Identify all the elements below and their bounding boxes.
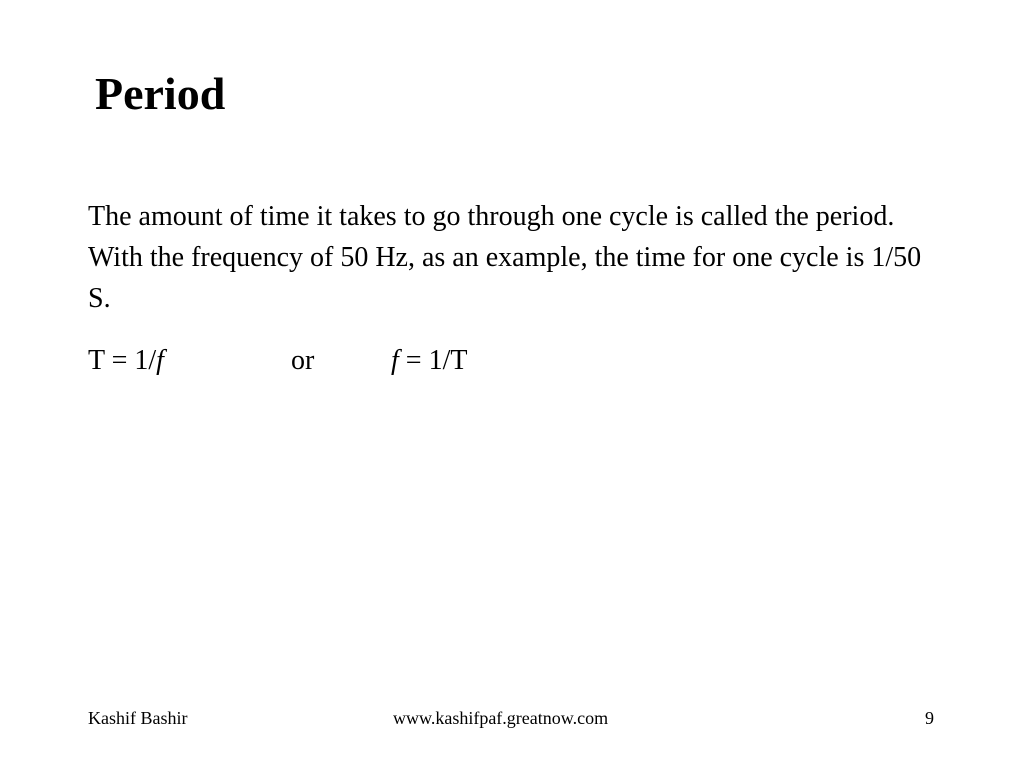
- formula-period: [88, 340, 164, 381]
- formula-connector: or: [291, 345, 315, 376]
- formula-period-prefix: T = 1/: [88, 345, 157, 376]
- formula-period-variable: f: [156, 345, 164, 376]
- formula-frequency-variable: f: [391, 345, 399, 376]
- body-paragraph: The amount of time it takes to go through one cycle is called the period. With the frequency of 50 Hz, as an example, the time for one cycle is 1/50 S.: [88, 201, 922, 314]
- slide-title: Period: [95, 68, 226, 119]
- footer-website: www.kashifpaf.greatnow.com: [393, 708, 609, 728]
- footer-author: Kashif Bashir: [88, 708, 188, 728]
- formula-frequency: [391, 340, 467, 381]
- footer-page-number: 9: [925, 708, 934, 728]
- formula-frequency-suffix: = 1/T: [398, 345, 468, 376]
